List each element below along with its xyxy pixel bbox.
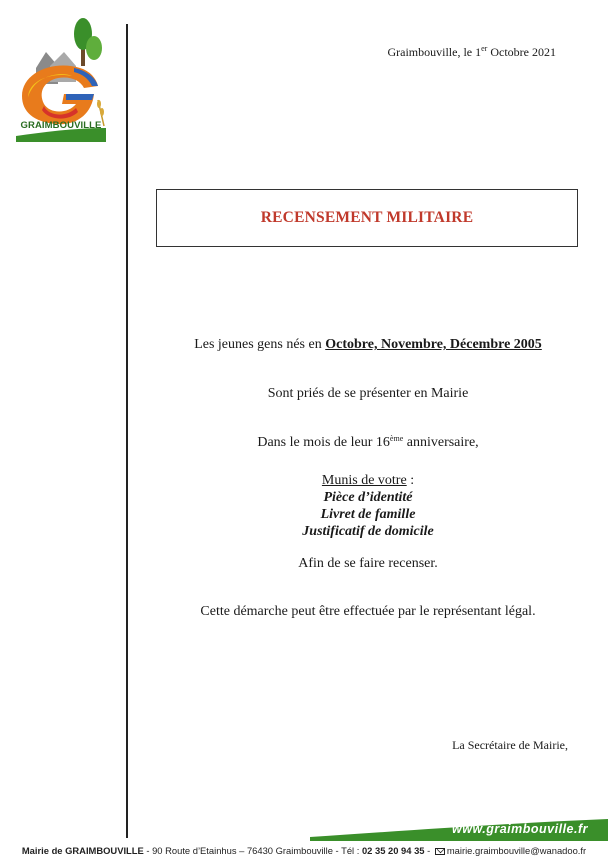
birthday-ordinal: ème (389, 434, 404, 443)
margin-rule (126, 24, 128, 838)
letter-date (387, 45, 556, 60)
documents-heading (156, 472, 580, 489)
birth-months-prefix: Les jeunes gens nés en (194, 337, 326, 352)
footer-address: - 90 Route d’Etainhus – 76430 Graimbouville - Tél : (143, 845, 362, 856)
document-item: Livret de famille (320, 507, 416, 522)
date-suffix: Octobre 2021 (487, 45, 556, 59)
date-prefix: Graimbouville, le 1 (387, 45, 482, 59)
birth-months: Octobre, Novembre, Décembre 2005 (325, 337, 542, 352)
footer-contact (0, 845, 608, 856)
documents-colon: : (406, 473, 415, 488)
website-link[interactable]: www.graimbouville.fr (452, 822, 588, 836)
footer-sep: - (424, 845, 433, 856)
required-documents (156, 472, 580, 540)
documents-label: Munis de votre (321, 473, 407, 488)
footer-email[interactable]: mairie.graimbouville@wanadoo.fr (446, 845, 587, 856)
footer-org: Mairie de GRAIMBOUVILLE (21, 845, 144, 856)
town-logo-text: GRAIMBOUVILLE (20, 120, 102, 131)
legal-representative-note: Cette démarche peut être effectuée par le représentant légal. (200, 604, 536, 619)
footer-phone: 02 35 20 94 35 (361, 845, 425, 856)
census-purpose: Afin de se faire recenser. (298, 556, 438, 571)
birthday-prefix: Dans le mois de leur 16 (257, 435, 390, 450)
envelope-icon (435, 848, 445, 855)
date-ordinal: er (481, 44, 488, 53)
birthday-month-line (156, 435, 580, 451)
signature-line: La Secrétaire de Mairie, (452, 738, 568, 752)
present-instruction: Sont priés de se présenter en Mairie (267, 386, 469, 401)
title-box (156, 189, 578, 247)
page-title: RECENSEMENT MILITAIRE (260, 209, 474, 226)
document-item: Justificatif de domicile (302, 524, 434, 539)
birth-months-line (156, 337, 580, 353)
document-item: Pièce d’identité (323, 490, 413, 505)
town-logo (14, 16, 108, 142)
birthday-suffix: anniversaire, (403, 435, 479, 450)
